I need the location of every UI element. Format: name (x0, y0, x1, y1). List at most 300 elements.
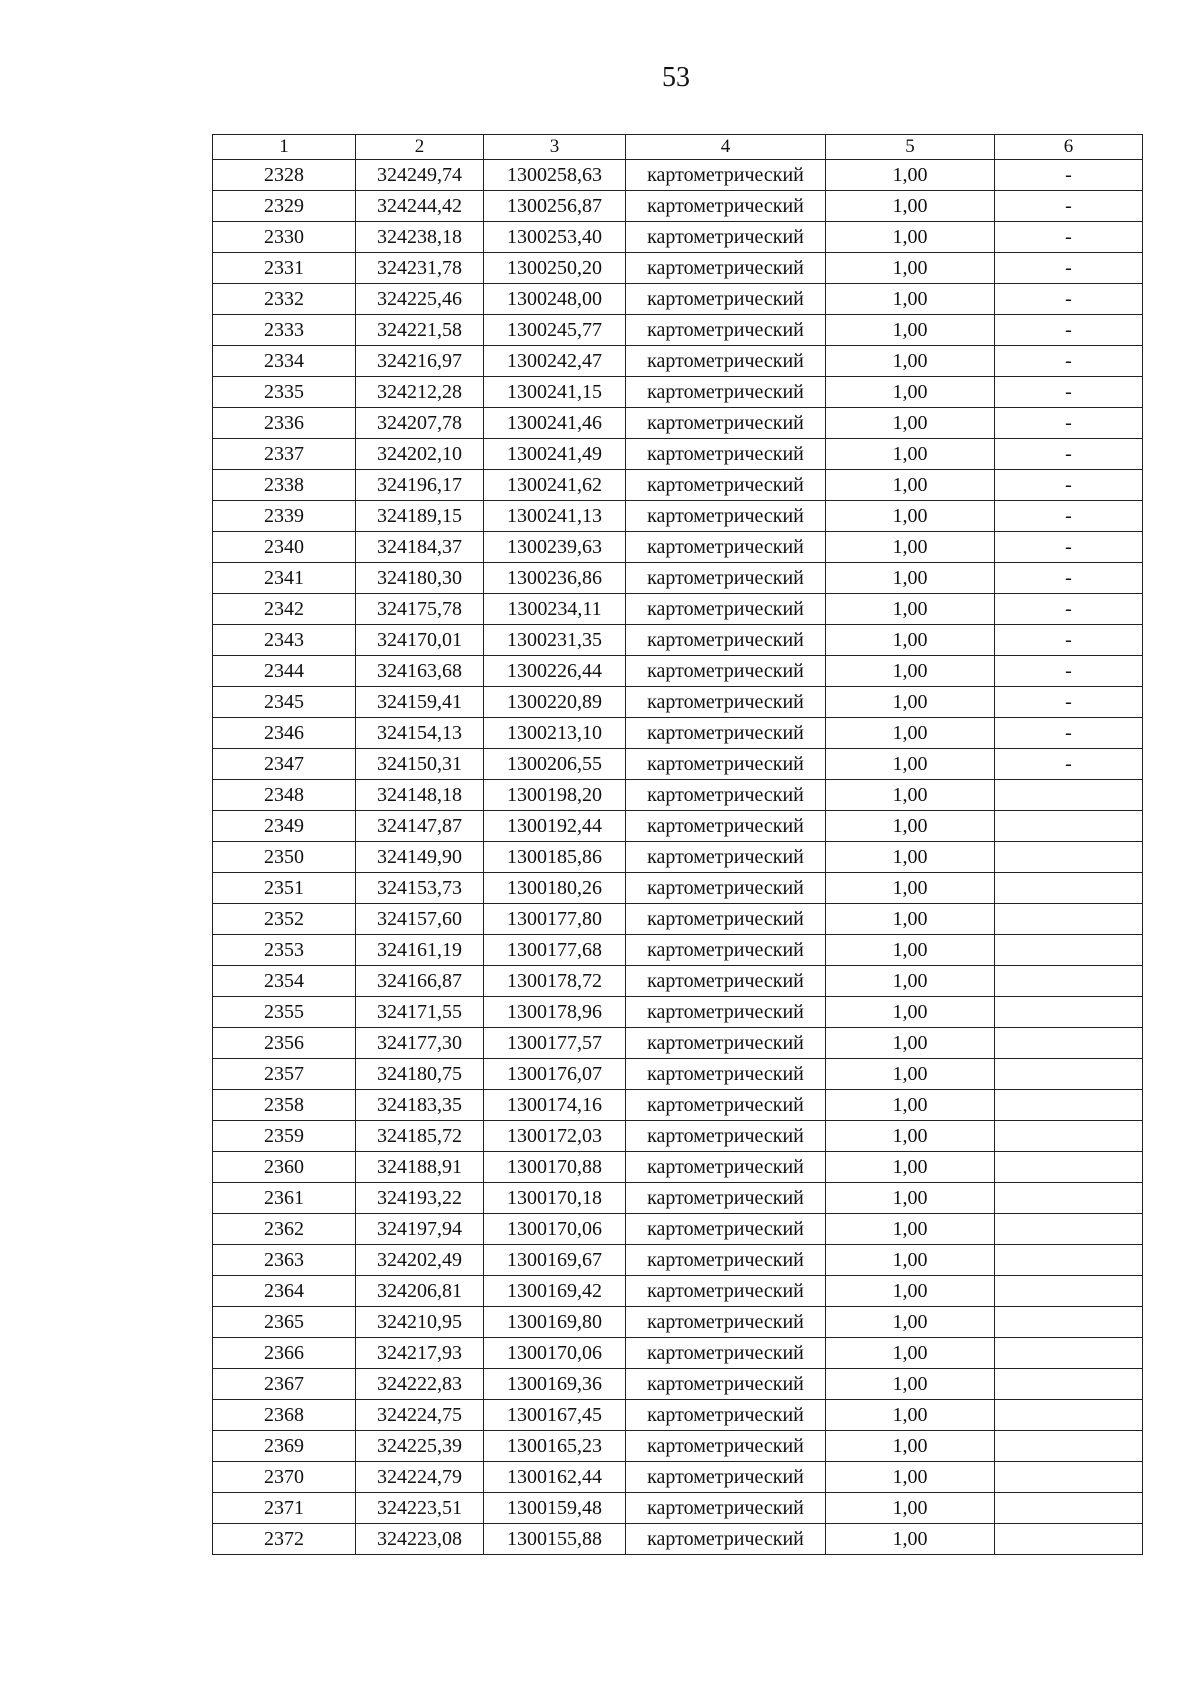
table-cell: 324177,30 (356, 1028, 484, 1059)
table-cell: картометрический (626, 222, 826, 253)
table-row (213, 1090, 1143, 1121)
table-cell: картометрический (626, 842, 826, 873)
table-cell: 2336 (213, 408, 356, 439)
table-cell: 1300241,49 (484, 439, 626, 470)
table-cell: 324210,95 (356, 1307, 484, 1338)
table-cell: 2370 (213, 1462, 356, 1493)
table-cell: 2367 (213, 1369, 356, 1400)
table-cell: 1300198,20 (484, 780, 626, 811)
table-cell: 324153,73 (356, 873, 484, 904)
table-cell: 324244,42 (356, 191, 484, 222)
table-cell: 324223,51 (356, 1493, 484, 1524)
table-cell: 1,00 (826, 284, 995, 315)
table-cell: картометрический (626, 873, 826, 904)
table-cell: 324183,35 (356, 1090, 484, 1121)
table-header-row (213, 135, 1143, 160)
table-cell: 1300236,86 (484, 563, 626, 594)
table-cell: 1,00 (826, 656, 995, 687)
table-cell: 324154,13 (356, 718, 484, 749)
table-row (213, 191, 1143, 222)
column-header: 4 (626, 135, 826, 160)
table-cell: 1300178,72 (484, 966, 626, 997)
table-cell: 2369 (213, 1431, 356, 1462)
table-row (213, 935, 1143, 966)
table-cell: 2371 (213, 1493, 356, 1524)
table-cell: картометрический (626, 532, 826, 563)
table-row (213, 439, 1143, 470)
table-row (213, 749, 1143, 780)
table-cell: 1300177,57 (484, 1028, 626, 1059)
table-cell: 1,00 (826, 563, 995, 594)
table-cell: 324148,18 (356, 780, 484, 811)
table-cell: картометрический (626, 501, 826, 532)
table-cell: 324149,90 (356, 842, 484, 873)
table-cell: 324188,91 (356, 1152, 484, 1183)
table-row (213, 1338, 1143, 1369)
table-cell (995, 966, 1143, 997)
table-row (213, 315, 1143, 346)
table-row (213, 160, 1143, 191)
table-cell: 324223,08 (356, 1524, 484, 1555)
page-number: 53 (662, 62, 690, 93)
table-cell: 324224,75 (356, 1400, 484, 1431)
table-cell: - (995, 532, 1143, 563)
table-cell (995, 873, 1143, 904)
table-row (213, 625, 1143, 656)
table-cell: 1,00 (826, 470, 995, 501)
table-cell: 1300241,46 (484, 408, 626, 439)
table-cell: - (995, 253, 1143, 284)
table-row (213, 594, 1143, 625)
table-row (213, 904, 1143, 935)
table-cell: 1,00 (826, 873, 995, 904)
table-cell: 2356 (213, 1028, 356, 1059)
table-cell: картометрический (626, 904, 826, 935)
table-cell: 1,00 (826, 253, 995, 284)
table-row (213, 222, 1143, 253)
table-cell: 1,00 (826, 1462, 995, 1493)
table-cell (995, 1369, 1143, 1400)
table-cell: картометрический (626, 284, 826, 315)
table-cell: 2329 (213, 191, 356, 222)
table-row (213, 408, 1143, 439)
table-cell: 1,00 (826, 1245, 995, 1276)
table-cell: 2352 (213, 904, 356, 935)
table-cell (995, 1493, 1143, 1524)
table-cell: картометрический (626, 1059, 826, 1090)
table-cell: картометрический (626, 811, 826, 842)
table-cell: картометрический (626, 315, 826, 346)
table-cell: 324202,10 (356, 439, 484, 470)
table-cell: 1,00 (826, 687, 995, 718)
column-header: 1 (213, 135, 356, 160)
table-row (213, 501, 1143, 532)
table-cell: 2362 (213, 1214, 356, 1245)
table-cell: 324171,55 (356, 997, 484, 1028)
table-cell: 2343 (213, 625, 356, 656)
table-cell: 2349 (213, 811, 356, 842)
table-cell: 1300180,26 (484, 873, 626, 904)
table-cell: картометрический (626, 1400, 826, 1431)
table-cell: 2328 (213, 160, 356, 191)
table-cell (995, 904, 1143, 935)
table-cell (995, 842, 1143, 873)
table-cell: 324225,39 (356, 1431, 484, 1462)
table-cell: картометрический (626, 1214, 826, 1245)
table-cell: 2345 (213, 687, 356, 718)
table-cell: - (995, 718, 1143, 749)
table-cell: 324225,46 (356, 284, 484, 315)
table-cell: 324238,18 (356, 222, 484, 253)
table-cell (995, 1214, 1143, 1245)
table-cell: 1300220,89 (484, 687, 626, 718)
table-cell: 1,00 (826, 191, 995, 222)
table-cell: картометрический (626, 1152, 826, 1183)
table-cell: 2339 (213, 501, 356, 532)
table-cell: картометрический (626, 594, 826, 625)
table-row (213, 656, 1143, 687)
table-cell: 1300174,16 (484, 1090, 626, 1121)
table-cell: 324206,81 (356, 1276, 484, 1307)
table-cell: картометрический (626, 253, 826, 284)
table-cell: 1,00 (826, 1400, 995, 1431)
table-cell: картометрический (626, 563, 826, 594)
table-body (213, 160, 1143, 1555)
table-cell: 1,00 (826, 718, 995, 749)
table-row (213, 1493, 1143, 1524)
table-cell: 324180,30 (356, 563, 484, 594)
table-cell: 1,00 (826, 780, 995, 811)
table-cell: 1300169,80 (484, 1307, 626, 1338)
table-cell: картометрический (626, 346, 826, 377)
table-cell: 324180,75 (356, 1059, 484, 1090)
table-cell: 1300165,23 (484, 1431, 626, 1462)
table-cell: 2355 (213, 997, 356, 1028)
column-header: 2 (356, 135, 484, 160)
table-cell: 1300178,96 (484, 997, 626, 1028)
table-cell: картометрический (626, 1183, 826, 1214)
table-cell: 1300167,45 (484, 1400, 626, 1431)
table-cell (995, 1431, 1143, 1462)
table-cell: 1,00 (826, 749, 995, 780)
table-cell: 1300177,80 (484, 904, 626, 935)
table-cell: 324184,37 (356, 532, 484, 563)
table-cell: 1300159,48 (484, 1493, 626, 1524)
table-row (213, 842, 1143, 873)
column-header: 6 (995, 135, 1143, 160)
table-cell: 1300241,15 (484, 377, 626, 408)
table-cell: 1300239,63 (484, 532, 626, 563)
table-cell: 324161,19 (356, 935, 484, 966)
table-row (213, 966, 1143, 997)
table-cell (995, 1462, 1143, 1493)
table-cell: 1,00 (826, 594, 995, 625)
table-cell: 1,00 (826, 1524, 995, 1555)
table-cell: 2330 (213, 222, 356, 253)
table-cell: 2359 (213, 1121, 356, 1152)
table-cell: 324231,78 (356, 253, 484, 284)
table-cell: 324170,01 (356, 625, 484, 656)
table-cell: картометрический (626, 1338, 826, 1369)
table-row (213, 532, 1143, 563)
table-cell: - (995, 687, 1143, 718)
table-cell: 324222,83 (356, 1369, 484, 1400)
table-cell (995, 780, 1143, 811)
table-cell: 1,00 (826, 811, 995, 842)
table-cell: 2338 (213, 470, 356, 501)
table-cell (995, 1276, 1143, 1307)
table-cell: картометрический (626, 377, 826, 408)
table-cell: 1300170,06 (484, 1338, 626, 1369)
table-cell: 324202,49 (356, 1245, 484, 1276)
table-cell: - (995, 346, 1143, 377)
table-cell: 1,00 (826, 501, 995, 532)
table-cell (995, 1028, 1143, 1059)
table-cell: 1300242,47 (484, 346, 626, 377)
table-row (213, 718, 1143, 749)
table-cell: картометрический (626, 997, 826, 1028)
table-cell: 1,00 (826, 346, 995, 377)
table-cell: 2358 (213, 1090, 356, 1121)
table-cell (995, 935, 1143, 966)
table-cell: 1,00 (826, 1338, 995, 1369)
table-cell: 1300169,36 (484, 1369, 626, 1400)
table-cell: 1,00 (826, 1121, 995, 1152)
table-cell: 324216,97 (356, 346, 484, 377)
table-cell: картометрический (626, 1276, 826, 1307)
table-row (213, 1028, 1143, 1059)
table-cell (995, 1307, 1143, 1338)
table-row (213, 1524, 1143, 1555)
table-cell: 1,00 (826, 1214, 995, 1245)
table-cell (995, 1245, 1143, 1276)
table-cell (995, 1524, 1143, 1555)
table-cell: 1,00 (826, 408, 995, 439)
table-cell: 324249,74 (356, 160, 484, 191)
table-cell: 1,00 (826, 1183, 995, 1214)
table-cell: 1,00 (826, 160, 995, 191)
table-cell: 324185,72 (356, 1121, 484, 1152)
table-cell: 2346 (213, 718, 356, 749)
table-cell: - (995, 625, 1143, 656)
table-cell: 2363 (213, 1245, 356, 1276)
table-cell: 324217,93 (356, 1338, 484, 1369)
table-cell: 1,00 (826, 315, 995, 346)
table-row (213, 470, 1143, 501)
table-cell: - (995, 563, 1143, 594)
table-cell (995, 997, 1143, 1028)
table-cell (995, 1400, 1143, 1431)
table-cell: 1300256,87 (484, 191, 626, 222)
table-cell: 1,00 (826, 842, 995, 873)
table-cell: 1300172,03 (484, 1121, 626, 1152)
table-cell: картометрический (626, 1121, 826, 1152)
table-cell: 1,00 (826, 1028, 995, 1059)
table-row (213, 687, 1143, 718)
table-cell: - (995, 594, 1143, 625)
table-cell: - (995, 377, 1143, 408)
table-cell: картометрический (626, 191, 826, 222)
table-cell: 2334 (213, 346, 356, 377)
table-cell: картометрический (626, 1090, 826, 1121)
table-cell: 324197,94 (356, 1214, 484, 1245)
table-cell: - (995, 284, 1143, 315)
table-cell: картометрический (626, 687, 826, 718)
table-cell (995, 1152, 1143, 1183)
table-row (213, 253, 1143, 284)
table-cell: 1,00 (826, 222, 995, 253)
table-cell: картометрический (626, 625, 826, 656)
table-cell: картометрический (626, 1245, 826, 1276)
column-header: 3 (484, 135, 626, 160)
table-cell (995, 811, 1143, 842)
table-cell (995, 1090, 1143, 1121)
table-cell: картометрический (626, 1431, 826, 1462)
table-cell (995, 1121, 1143, 1152)
table-cell: 1300234,11 (484, 594, 626, 625)
table-cell: 2331 (213, 253, 356, 284)
table-cell (995, 1338, 1143, 1369)
table-cell: - (995, 749, 1143, 780)
table-cell: 1300170,88 (484, 1152, 626, 1183)
table-cell: картометрический (626, 1369, 826, 1400)
table-cell: - (995, 501, 1143, 532)
table-cell: 324163,68 (356, 656, 484, 687)
column-header: 5 (826, 135, 995, 160)
table-cell: - (995, 439, 1143, 470)
table-cell: картометрический (626, 966, 826, 997)
table-cell: 2353 (213, 935, 356, 966)
table-cell: 1,00 (826, 997, 995, 1028)
table-cell: 324221,58 (356, 315, 484, 346)
table-cell: 324147,87 (356, 811, 484, 842)
table-cell: 1,00 (826, 625, 995, 656)
table-cell: 2360 (213, 1152, 356, 1183)
table-cell: - (995, 222, 1143, 253)
table-cell: 1300231,35 (484, 625, 626, 656)
table-cell: - (995, 315, 1143, 346)
coordinates-table (212, 134, 1143, 1555)
table-row (213, 997, 1143, 1028)
table-row (213, 1307, 1143, 1338)
table-cell: 1,00 (826, 532, 995, 563)
table-cell: 2364 (213, 1276, 356, 1307)
table-row (213, 1431, 1143, 1462)
table-cell: 1300245,77 (484, 315, 626, 346)
table-cell: картометрический (626, 935, 826, 966)
table-row (213, 1183, 1143, 1214)
table-cell: картометрический (626, 408, 826, 439)
table-row (213, 1369, 1143, 1400)
table-cell: 1300250,20 (484, 253, 626, 284)
table-cell: 1,00 (826, 439, 995, 470)
table-cell: картометрический (626, 1524, 826, 1555)
table-row (213, 780, 1143, 811)
table-row (213, 284, 1143, 315)
table-cell: 1300155,88 (484, 1524, 626, 1555)
table-cell: 2365 (213, 1307, 356, 1338)
table-cell: 324193,22 (356, 1183, 484, 1214)
table-cell: картометрический (626, 656, 826, 687)
table-cell: 1300169,67 (484, 1245, 626, 1276)
table-row (213, 1059, 1143, 1090)
table-cell: 2350 (213, 842, 356, 873)
table-cell: 2344 (213, 656, 356, 687)
table-cell: 1300226,44 (484, 656, 626, 687)
table-cell: 1,00 (826, 935, 995, 966)
table-cell: 324175,78 (356, 594, 484, 625)
table-cell: 2332 (213, 284, 356, 315)
table-cell (995, 1059, 1143, 1090)
table-cell: 1300206,55 (484, 749, 626, 780)
table-cell: 324157,60 (356, 904, 484, 935)
table-cell: 1300192,44 (484, 811, 626, 842)
table-cell: 1,00 (826, 1059, 995, 1090)
table-cell: 2372 (213, 1524, 356, 1555)
table-cell: 2341 (213, 563, 356, 594)
table-cell: - (995, 408, 1143, 439)
table-cell: 2366 (213, 1338, 356, 1369)
table-cell: 1300176,07 (484, 1059, 626, 1090)
table-cell: 2347 (213, 749, 356, 780)
table-cell: картометрический (626, 780, 826, 811)
table-row (213, 346, 1143, 377)
table-cell: 324159,41 (356, 687, 484, 718)
table-row (213, 811, 1143, 842)
table-row (213, 563, 1143, 594)
table-row (213, 377, 1143, 408)
table-cell: 1300177,68 (484, 935, 626, 966)
table-cell: 324166,87 (356, 966, 484, 997)
table-cell: 2333 (213, 315, 356, 346)
table-cell: 1,00 (826, 1152, 995, 1183)
table-cell: картометрический (626, 1307, 826, 1338)
table-cell: 1,00 (826, 377, 995, 408)
table-cell: 1,00 (826, 904, 995, 935)
table-cell: 1,00 (826, 1090, 995, 1121)
table-cell: 1,00 (826, 1369, 995, 1400)
table-cell: картометрический (626, 1462, 826, 1493)
table-cell: 1300241,13 (484, 501, 626, 532)
table-cell: - (995, 191, 1143, 222)
table-cell: картометрический (626, 160, 826, 191)
table-cell: 1,00 (826, 1307, 995, 1338)
table-cell: 1300170,06 (484, 1214, 626, 1245)
table-cell: 2351 (213, 873, 356, 904)
table-cell: 1300162,44 (484, 1462, 626, 1493)
table-cell: 324150,31 (356, 749, 484, 780)
table-row (213, 1462, 1143, 1493)
table-row (213, 1152, 1143, 1183)
table-cell: 1,00 (826, 1493, 995, 1524)
table-cell: 1,00 (826, 1431, 995, 1462)
table-cell: картометрический (626, 470, 826, 501)
table-cell: 2337 (213, 439, 356, 470)
table-cell: картометрический (626, 749, 826, 780)
table-cell: 1300170,18 (484, 1183, 626, 1214)
table-cell: 2357 (213, 1059, 356, 1090)
table-cell: 2348 (213, 780, 356, 811)
table-row (213, 1245, 1143, 1276)
table-cell: 324196,17 (356, 470, 484, 501)
table-cell: 2368 (213, 1400, 356, 1431)
table-cell: 2354 (213, 966, 356, 997)
table-cell: картометрический (626, 1028, 826, 1059)
table-cell: картометрический (626, 439, 826, 470)
table-cell: - (995, 656, 1143, 687)
table-row (213, 1276, 1143, 1307)
table-cell: - (995, 160, 1143, 191)
